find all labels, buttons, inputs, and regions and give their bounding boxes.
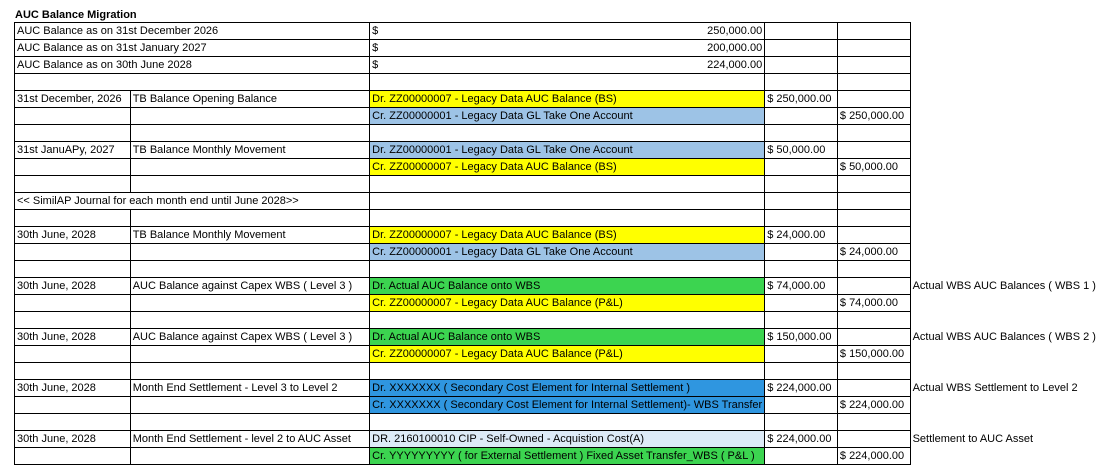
- credit-line: Cr. ZZ00000001 - Legacy Data GL Take One Account: [370, 108, 765, 125]
- debit-amount: $ 50,000.00: [765, 142, 838, 159]
- summary-row: [15, 57, 1099, 74]
- journal-cr-row: [15, 108, 1099, 125]
- journal-dr-row: [15, 91, 1099, 108]
- entry-date: 30th June, 2028: [15, 227, 131, 244]
- debit-amount: $ 24,000.00: [765, 227, 838, 244]
- journal-sheet: [14, 22, 1099, 465]
- journal-cr-row: [15, 159, 1099, 176]
- journal-dr-row: [15, 329, 1099, 346]
- entry-date: 30th June, 2028: [15, 380, 131, 397]
- sheet-title: AUC Balance Migration: [15, 9, 137, 21]
- credit-line: Cr. ZZ00000007 - Legacy Data AUC Balance (P&L): [370, 295, 765, 312]
- credit-amount: $ 224,000.00: [837, 397, 910, 414]
- credit-line: Cr. YYYYYYYYY ( for External Settlement ) Fixed Asset Transfer_WBS ( P&L ): [370, 448, 765, 465]
- summary-row: [15, 40, 1099, 57]
- debit-line: Dr. XXXXXXX ( Secondary Cost Element for Internal Settlement ): [370, 380, 765, 397]
- entry-description: AUC Balance against Capex WBS ( Level 3 ): [130, 278, 369, 295]
- credit-amount: $ 24,000.00: [837, 244, 910, 261]
- entry-note: Actual WBS AUC Balances ( WBS 2 ): [912, 331, 1096, 343]
- debit-amount: $ 150,000.00: [765, 329, 838, 346]
- journal-cr-row: [15, 346, 1099, 363]
- entry-note: Actual WBS Settlement to Level 2: [912, 382, 1078, 394]
- summary-label: AUC Balance as on 31st December 2026: [15, 23, 370, 40]
- credit-amount: $ 250,000.00: [837, 108, 910, 125]
- journal-dr-row: [15, 380, 1099, 397]
- debit-line: Dr. ZZ00000001 - Legacy Data GL Take One Account: [370, 142, 765, 159]
- debit-line: DR. 2160100010 CIP - Self-Owned - Acquistion Cost(A): [370, 431, 765, 448]
- entry-description: TB Balance Monthly Movement: [130, 142, 369, 159]
- credit-amount: $ 50,000.00: [837, 159, 910, 176]
- separator-text: << SimilAP Journal for each month end until June 2028>>: [15, 193, 370, 210]
- debit-line: Dr. ZZ00000007 - Legacy Data AUC Balance (BS): [370, 91, 765, 108]
- debit-amount: $ 224,000.00: [765, 380, 838, 397]
- credit-line: Cr. ZZ00000007 - Legacy Data AUC Balance (BS): [370, 159, 765, 176]
- debit-line: Dr. ZZ00000007 - Legacy Data AUC Balance (BS): [370, 227, 765, 244]
- debit-amount: $ 224,000.00: [765, 431, 838, 448]
- credit-line: Cr. ZZ00000007 - Legacy Data AUC Balance (P&L): [370, 346, 765, 363]
- journal-cr-row: [15, 295, 1099, 312]
- entry-description: TB Balance Monthly Movement: [130, 227, 369, 244]
- debit-amount: $ 74,000.00: [765, 278, 838, 295]
- summary-amount-cell: $ 200,000.00: [370, 40, 765, 57]
- debit-amount: $ 250,000.00: [765, 91, 838, 108]
- journal-cr-row: [15, 397, 1099, 414]
- journal-dr-row: [15, 142, 1099, 159]
- credit-amount: $ 74,000.00: [837, 295, 910, 312]
- separator-row: [15, 193, 1099, 210]
- credit-line: Cr. XXXXXXX ( Secondary Cost Element for Internal Settlement)- WBS Transfer: [370, 397, 765, 414]
- debit-line: Dr. Actual AUC Balance onto WBS: [370, 278, 765, 295]
- journal-dr-row: [15, 278, 1099, 295]
- summary-amount-cell: $ 224,000.00: [370, 57, 765, 74]
- summary-label: AUC Balance as on 30th June 2028: [15, 57, 370, 74]
- credit-amount: $ 150,000.00: [837, 346, 910, 363]
- entry-date: 31st JanuAPy, 2027: [15, 142, 131, 159]
- entry-date: 30th June, 2028: [15, 278, 131, 295]
- entry-description: Month End Settlement - Level 3 to Level 2: [130, 380, 369, 397]
- summary-row: [15, 23, 1099, 40]
- journal-cr-row: [15, 244, 1099, 261]
- entry-description: Month End Settlement - level 2 to AUC Asset: [130, 431, 369, 448]
- entry-note: Settlement to AUC Asset: [912, 433, 1034, 445]
- credit-amount: $ 224,000.00: [837, 448, 910, 465]
- journal-dr-row: [15, 227, 1099, 244]
- entry-date: 30th June, 2028: [15, 329, 131, 346]
- journal-dr-row: [15, 431, 1099, 448]
- credit-line: Cr. ZZ00000001 - Legacy Data GL Take One Account: [370, 244, 765, 261]
- entry-date: 31st December, 2026: [15, 91, 131, 108]
- entry-description: TB Balance Opening Balance: [130, 91, 369, 108]
- summary-label: AUC Balance as on 31st January 2027: [15, 40, 370, 57]
- debit-line: Dr. Actual AUC Balance onto WBS: [370, 329, 765, 346]
- entry-date: 30th June, 2028: [15, 431, 131, 448]
- journal-cr-row: [15, 448, 1099, 465]
- summary-amount-cell: $ 250,000.00: [370, 23, 765, 40]
- entry-note: Actual WBS AUC Balances ( WBS 1 ): [912, 280, 1096, 292]
- entry-description: AUC Balance against Capex WBS ( Level 3 ): [130, 329, 369, 346]
